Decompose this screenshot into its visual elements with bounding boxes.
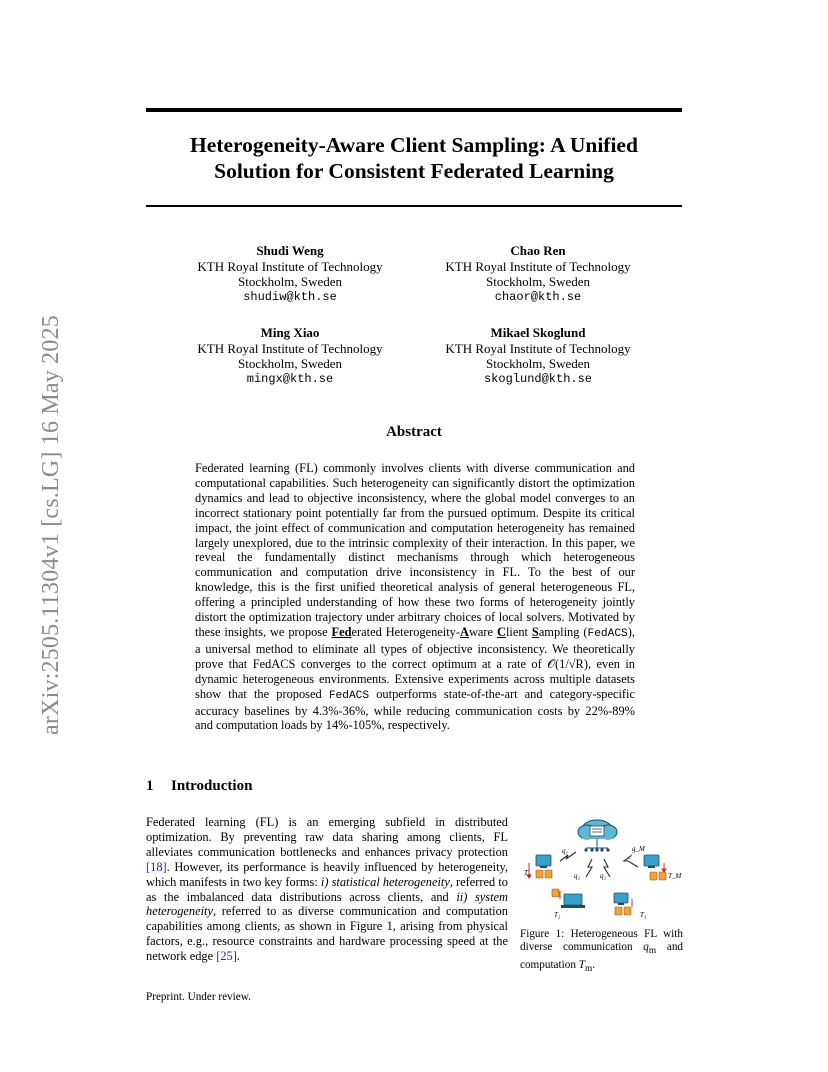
- link-arrows: [560, 852, 638, 877]
- intro-text: .: [236, 949, 240, 964]
- client-m-icon: [644, 855, 666, 880]
- convergence-rate: 𝒪(1/√R): [547, 656, 588, 671]
- author-email[interactable]: skoglund@kth.se: [483, 371, 593, 386]
- caption-symbol: T: [578, 959, 585, 972]
- author-block-3: [160, 325, 420, 387]
- author-location: Stockholm, Sweden: [238, 356, 342, 372]
- abstract-text: Federated learning (FL) commonly involves clients with diverse communication and computational capabilities. Such heterogeneity can significantly distort the optimization dynamics and lead to objective inconsistency, where the global model converges to an incorrect stationary point potentially far from the pursued optimum. Despite its critical impact, the joint effect of communication and computation heterogeneity has remained largely unexplored, due to the intrinsic complexity of their interaction. In this paper, we reveal the fundamentally distinct mechanisms through which heterogeneous communication and computation drive inconsistency in FL. To the best of our knowledge, this is the first unified theoretical analysis of general heterogeneous FL, offering a principled understanding of how these two forms of heterogeneity jointly distort the optimization trajectory under arbitrary choices of local solvers. Motivated by these insights, we propose: [195, 461, 635, 639]
- label-T1: T₁: [524, 869, 531, 877]
- section-heading: [146, 778, 252, 795]
- author-name: Ming Xiao: [260, 325, 320, 340]
- abstract-text: erated Heterogeneity-: [351, 624, 461, 639]
- author-affiliation: KTH Royal Institute of Technology: [197, 258, 383, 274]
- label-T2: T₂: [554, 911, 561, 919]
- acronym-letter: C: [496, 624, 506, 639]
- citation-link[interactable]: [25]: [216, 949, 237, 964]
- caption-text: Figure 1: Heterogeneous FL with diverse communication: [520, 928, 683, 954]
- author-block-4: [408, 325, 668, 387]
- intro-text: Federated learning (FL) is an emerging subfield in distributed optimization. By preventing raw data sharing among clients, FL alleviates communication bottlenecks and enhances privacy protection: [146, 815, 508, 859]
- title-line-1: Heterogeneity-Aware Client Sampling: A Unified: [190, 133, 638, 157]
- author-location: Stockholm, Sweden: [238, 274, 342, 290]
- author-email[interactable]: chaor@kth.se: [494, 289, 582, 304]
- caption-symbol: q: [643, 941, 649, 954]
- abstract-text: ), a universal method to eliminate all types of objective inconsistency. We theoretically prove that FedACS converges to the correct optimum at a rate of: [195, 624, 636, 671]
- intro-text: , referred to as diverse communication and computation capabilities among clients, as shown in Figure 1, arising from physical factors, e.g., resource constraints and hardware processing speed at the network edge: [146, 904, 508, 964]
- author-email[interactable]: mingx@kth.se: [246, 371, 334, 386]
- title-bottom-rule: [146, 205, 682, 207]
- figure-caption: [520, 928, 683, 977]
- figure-1-diagram: [520, 815, 685, 925]
- title-top-rule: [146, 108, 682, 112]
- label-qM: q_M: [632, 845, 645, 853]
- abstract-text: ampling (: [538, 624, 588, 639]
- method-name: FedACS: [587, 627, 628, 640]
- preprint-footer: Preprint. Under review.: [146, 991, 251, 1003]
- intro-text: , referred to as the imbalanced data distributions across clients, and: [146, 874, 508, 904]
- author-affiliation: KTH Royal Institute of Technology: [445, 258, 631, 274]
- label-T3: T₃: [640, 911, 647, 919]
- abstract-heading: Abstract: [386, 424, 442, 440]
- computation-arrows: [527, 863, 666, 907]
- section-title: Introduction: [171, 778, 253, 794]
- author-location: Stockholm, Sweden: [486, 274, 590, 290]
- arxiv-identifier: arXiv:2505.11304v1 [cs.LG] 16 May 2025: [38, 315, 64, 735]
- acronym-letter: S: [531, 624, 539, 639]
- label-q1: q₁: [562, 847, 568, 855]
- caption-subscript: m: [648, 946, 657, 957]
- author-name: Mikael Skoglund: [490, 325, 586, 340]
- author-affiliation: KTH Royal Institute of Technology: [445, 340, 631, 356]
- author-block-1: [160, 243, 420, 305]
- abstract-text: outperforms state-of-the-art and category-specific accuracy baselines by 4.3%-36%, while reducing communication costs by 22%-89% and computation loads by 14%-105%, respectively.: [195, 686, 635, 733]
- section-number: 1: [146, 778, 154, 794]
- client-1-icon: [536, 855, 552, 878]
- cloud-server-icon: [578, 820, 617, 852]
- acronym-letter: A: [460, 624, 469, 639]
- acronym-letter: Fed: [331, 624, 352, 639]
- author-name: Shudi Weng: [256, 243, 324, 258]
- abstract-text: ware: [468, 624, 497, 639]
- method-name: FedACS: [328, 689, 370, 702]
- label-q3: q₃: [600, 872, 606, 880]
- intro-text: . However, its performance is heavily influenced by heterogeneity, which manifests in two key forms:: [146, 859, 508, 889]
- abstract-body: [195, 461, 635, 733]
- author-name: Chao Ren: [510, 243, 566, 258]
- client-3-icon: [614, 893, 631, 915]
- paper-title: [146, 132, 682, 184]
- label-TM: T_M: [668, 872, 682, 880]
- intro-emphasis: i) statistical heterogeneity: [320, 874, 450, 889]
- intro-emphasis: ii) system heterogeneity: [146, 889, 508, 919]
- caption-text: and computation: [520, 941, 684, 972]
- author-location: Stockholm, Sweden: [486, 356, 590, 372]
- abstract-text: , even in dynamic heterogeneous environments. Extensive experiments across multiple datasets show that the proposed: [195, 656, 635, 701]
- author-email[interactable]: shudiw@kth.se: [243, 289, 337, 304]
- label-q2: q₂: [574, 872, 580, 880]
- title-line-2: Solution for Consistent Federated Learning: [214, 159, 614, 183]
- caption-text: .: [592, 959, 596, 972]
- citation-link[interactable]: [18]: [146, 859, 167, 874]
- abstract-text: lient: [505, 624, 532, 639]
- client-2-icon: [552, 889, 585, 908]
- caption-subscript: m: [584, 964, 593, 975]
- author-block-2: [408, 243, 668, 305]
- author-affiliation: KTH Royal Institute of Technology: [197, 340, 383, 356]
- intro-paragraph: [146, 815, 508, 964]
